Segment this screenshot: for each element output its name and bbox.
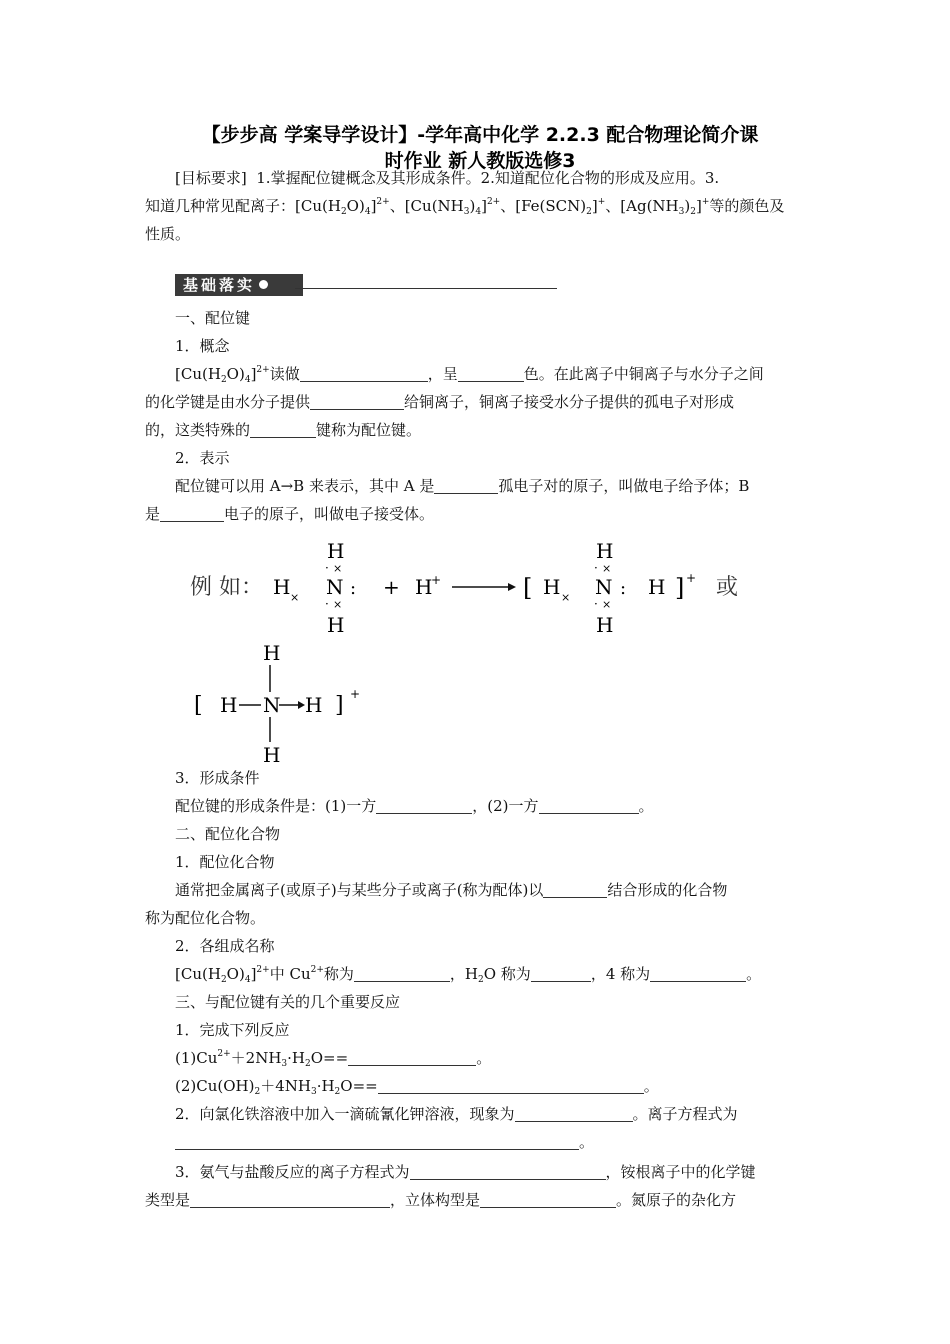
t: 4 xyxy=(364,207,371,217)
electron-dot-equation xyxy=(190,538,750,638)
t: ，H xyxy=(449,965,478,983)
t: 4 xyxy=(244,975,251,985)
fill-blank[interactable] xyxy=(190,1191,390,1208)
t: 2+ xyxy=(310,965,324,975)
t: 2 xyxy=(334,1087,341,1097)
t: O== xyxy=(340,1077,378,1095)
t: 3 xyxy=(281,1059,288,1069)
t: [Cu(H xyxy=(175,965,221,983)
t: ] xyxy=(591,197,598,215)
eq-cross: × xyxy=(602,562,612,575)
goals-label: [目标要求] xyxy=(175,169,247,187)
s2-p3 xyxy=(175,960,761,988)
t: 2+ xyxy=(376,197,390,207)
t: 4 xyxy=(475,207,482,217)
eq-cross: × xyxy=(290,591,300,604)
t: 通常把金属离子(或原子)与某些分子或离子(称为配体)以 xyxy=(175,881,544,899)
t: 2 xyxy=(340,207,347,217)
t: ] xyxy=(695,197,702,215)
eq-h-top-2: H xyxy=(596,539,614,563)
fill-blank[interactable] xyxy=(160,505,224,522)
eq-proton: H xyxy=(415,575,433,599)
t: 是 xyxy=(145,505,161,523)
fill-blank[interactable] xyxy=(539,797,639,814)
t: 给铜离子，铜离子接受水分子提供的孤电子对形成 xyxy=(404,393,735,411)
t: 。 xyxy=(746,965,762,983)
eq-h-top: H xyxy=(327,539,345,563)
eq-or: 或 xyxy=(716,575,739,600)
t: 2 xyxy=(254,1087,261,1097)
section-3-heading: 三、与配位键有关的几个重要反应 xyxy=(175,993,401,1011)
eq-cross: × xyxy=(602,598,612,611)
t: 色。在此离子中铜离子与水分子之间 xyxy=(523,365,764,383)
fill-blank[interactable] xyxy=(543,881,607,898)
s1-h2: 2．表示 xyxy=(175,449,230,467)
t: 2+ xyxy=(217,1049,231,1059)
s1-p4 xyxy=(175,472,749,500)
t: (1)Cu xyxy=(175,1049,218,1067)
s2-p2: 称为配位化合物。 xyxy=(145,909,266,927)
s3-r1 xyxy=(175,1044,491,1072)
goals-line-3: 性质。 xyxy=(145,225,191,243)
s3-q3-cont xyxy=(145,1186,810,1214)
sf-bracket-right: ] xyxy=(335,693,344,718)
title-line-2: 时作业 新人教版选修3 xyxy=(384,150,576,172)
eq-dot: · xyxy=(594,561,598,575)
t: 。 xyxy=(638,797,654,815)
fill-blank[interactable] xyxy=(250,421,316,438)
eq-h-right: H xyxy=(648,575,666,599)
eq-n-left: N xyxy=(326,575,344,599)
t: 。离子方程式为 xyxy=(632,1105,738,1123)
eq-cross: × xyxy=(333,562,343,575)
s1-p1 xyxy=(175,360,764,388)
arrow-head-icon xyxy=(298,701,305,709)
t: O 称为 xyxy=(483,965,531,983)
s1-p6 xyxy=(175,792,654,820)
t: 等的颜色及 xyxy=(709,197,785,215)
fill-blank[interactable] xyxy=(354,965,450,982)
t: 2 xyxy=(478,975,484,985)
fill-blank[interactable] xyxy=(378,1077,644,1094)
s1-p5 xyxy=(145,500,810,528)
t: ] xyxy=(250,965,257,983)
s1-p2 xyxy=(145,388,810,416)
fill-blank[interactable] xyxy=(515,1105,633,1122)
t: 键称为配位键。 xyxy=(316,421,422,439)
t: 2．向氯化铁溶液中加入一滴硫氰化钾溶液，现象为 xyxy=(175,1105,515,1123)
bullet-dot-icon xyxy=(259,280,268,289)
eq-cross: × xyxy=(333,598,343,611)
t: 配位键的形成条件是：(1)一方 xyxy=(175,797,377,815)
t: 称为 xyxy=(323,965,354,983)
t: 3 xyxy=(678,207,685,217)
t: ＋4NH xyxy=(260,1077,311,1095)
goals-text-1: 1.掌握配位键概念及其形成条件。2.知道配位化合物的形成及应用。3. xyxy=(256,169,720,187)
t: 2 xyxy=(690,207,696,217)
t: ] xyxy=(370,197,377,215)
s3-q2 xyxy=(175,1100,738,1128)
t: 4 xyxy=(244,375,251,385)
t: 、[Cu(NH xyxy=(389,197,464,215)
t: 3 xyxy=(310,1087,317,1097)
s2-h1: 1．配位化合物 xyxy=(175,853,275,871)
t: ，4 称为 xyxy=(590,965,651,983)
title-line-1: 【步步高 学案导学设计】-学年高中化学 2.2.3 配合物理论简介课 xyxy=(201,124,759,146)
fill-blank[interactable] xyxy=(458,365,524,382)
t: 。 xyxy=(579,1133,595,1151)
eq-plus: + xyxy=(383,575,400,599)
sf-n: N xyxy=(263,693,281,717)
section-badge-label: 基础落实 xyxy=(183,276,256,294)
t: 2+ xyxy=(256,965,270,975)
fill-blank[interactable] xyxy=(348,1049,476,1066)
sf-charge: + xyxy=(350,687,361,701)
eq-colon: : xyxy=(350,578,357,599)
t: + xyxy=(701,197,710,207)
s1-p3 xyxy=(145,416,810,444)
goals-line-2 xyxy=(145,192,810,220)
s3-q2-cont xyxy=(175,1128,594,1156)
s2-h2: 2．各组成名称 xyxy=(175,937,275,955)
t: ) xyxy=(684,197,691,215)
t: ＋2NH xyxy=(230,1049,282,1067)
t: 3 xyxy=(463,207,470,217)
eq-dot: · xyxy=(594,597,598,611)
goals-paragraph xyxy=(145,164,810,192)
t: 的，这类特殊的 xyxy=(145,421,251,439)
eq-bracket-right: ] xyxy=(675,574,685,602)
s2-p1 xyxy=(175,876,727,904)
sf-bracket-left: [ xyxy=(194,693,203,718)
sf-h-top: H xyxy=(263,641,281,665)
t: 3．氨气与盐酸反应的离子方程式为 xyxy=(175,1163,410,1181)
eq-proton-charge: + xyxy=(431,573,442,587)
section-badge xyxy=(175,274,303,296)
eq-h-bottom-2: H xyxy=(596,613,614,637)
s1-h3: 3．形成条件 xyxy=(175,769,260,787)
section-rule xyxy=(295,288,557,289)
fill-blank[interactable] xyxy=(480,1191,616,1208)
eq-dot: · xyxy=(325,561,329,575)
t: ，立体构型是 xyxy=(390,1191,481,1209)
t: ] xyxy=(250,365,257,383)
fill-blank[interactable] xyxy=(376,797,472,814)
t: O== xyxy=(310,1049,349,1067)
eq-dot: · xyxy=(325,597,329,611)
fill-blank[interactable] xyxy=(410,1163,606,1180)
t: O) xyxy=(226,965,245,983)
t: 中 Cu xyxy=(269,965,311,983)
s1-h1: 1．概念 xyxy=(175,337,230,355)
section-1-heading: 一、配位键 xyxy=(175,309,251,327)
t: ] xyxy=(481,197,487,215)
eq-n-right: N xyxy=(595,575,613,599)
eq-bracket-left: [ xyxy=(523,574,533,602)
t: ) xyxy=(469,197,476,215)
t: 配位键可以用 A→B 来表示，其中 A 是 xyxy=(175,477,435,495)
sf-h-bottom: H xyxy=(263,743,281,767)
t: ，呈 xyxy=(427,365,458,383)
t: + xyxy=(597,197,606,207)
eq-cross: × xyxy=(561,591,571,604)
t: O) xyxy=(226,365,245,383)
t: 2+ xyxy=(486,197,501,207)
t: 2 xyxy=(220,975,227,985)
t: 、[Fe(SCN) xyxy=(500,197,587,215)
fill-blank[interactable] xyxy=(650,965,746,982)
t: 电子的原子，叫做电子接受体。 xyxy=(224,505,435,523)
s3-h1: 1．完成下列反应 xyxy=(175,1021,290,1039)
eq-ion-charge: + xyxy=(686,571,697,585)
t: 类型是 xyxy=(145,1191,191,1209)
t: [Cu(H xyxy=(175,365,221,383)
t: 。 xyxy=(643,1077,659,1095)
s3-q3 xyxy=(175,1158,756,1186)
t: 的化学键是由水分子提供 xyxy=(145,393,311,411)
t: O) xyxy=(346,197,365,215)
t: 结合形成的化合物 xyxy=(607,881,728,899)
t: 2 xyxy=(586,207,592,217)
t: 。 xyxy=(476,1049,492,1067)
sf-h-right: H xyxy=(305,693,323,717)
t: 2 xyxy=(220,375,227,385)
fill-blank[interactable] xyxy=(434,477,498,494)
ammonium-structural-formula xyxy=(190,640,380,768)
t: 2 xyxy=(305,1059,311,1069)
t: ，(2)一方 xyxy=(472,797,539,815)
sf-h-left: H xyxy=(220,693,238,717)
s3-r2 xyxy=(175,1072,659,1100)
section-2-heading: 二、配位化合物 xyxy=(175,825,281,843)
eq-h-left-2: H xyxy=(543,575,561,599)
t: 知道几种常见配离子：[Cu(H xyxy=(145,197,341,215)
fill-blank[interactable] xyxy=(310,393,404,410)
t: ·H xyxy=(316,1077,335,1095)
t: ，铵根离子中的化学键 xyxy=(605,1163,756,1181)
t: ·H xyxy=(287,1049,306,1067)
fill-blank[interactable] xyxy=(300,365,428,382)
fill-blank[interactable] xyxy=(175,1133,579,1150)
t: 读做 xyxy=(269,365,300,383)
t: 。氮原子的杂化方 xyxy=(616,1191,737,1209)
eq-h-bottom: H xyxy=(327,613,345,637)
t: 2+ xyxy=(256,365,270,375)
eq-h-left: H xyxy=(273,575,291,599)
fill-blank[interactable] xyxy=(531,965,591,982)
t: 孤电子对的原子，叫做电子给予体；B xyxy=(498,477,750,495)
t: (2)Cu(OH) xyxy=(175,1077,255,1095)
eq-colon: : xyxy=(620,578,627,599)
t: 、[Ag(NH xyxy=(605,197,679,215)
eq-prefix: 例 如： xyxy=(190,575,263,600)
arrow-head-icon xyxy=(508,583,516,591)
